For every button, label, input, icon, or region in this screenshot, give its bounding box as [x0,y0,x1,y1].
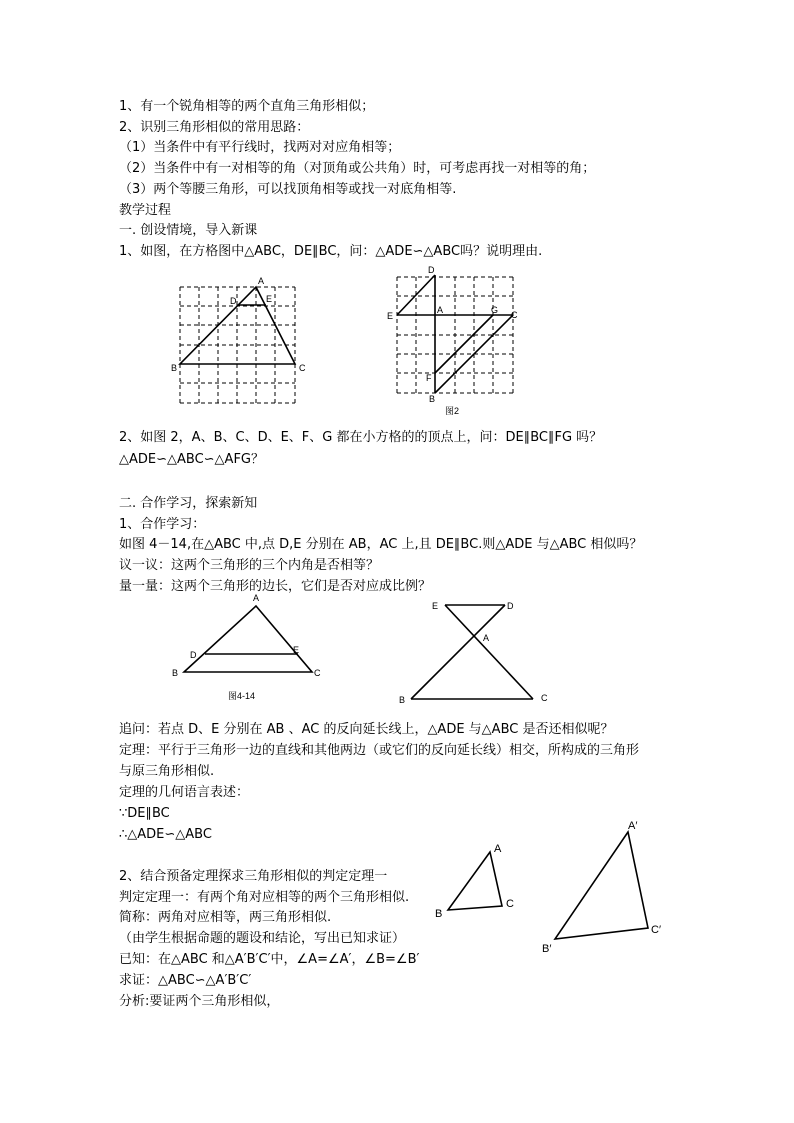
figure-2-grid [385,265,525,420]
fig1-label-D: D [230,296,237,306]
intro-line-1: 1、有一个锐角相等的两个直角三角形相似； [119,99,375,114]
fig2-label-G: G [491,305,499,315]
fig2-label-B: B [429,394,436,404]
judge-theorem: 判定定理一：有两个角对应相等的两个三角形相似. [119,890,410,905]
question-2b: △ADE∽△ABC∽△AFG？ [119,452,264,467]
judge-given: 已知：在△ABC 和△A′B′C′中，∠A=∠A′，∠B=∠B′ [119,952,420,967]
fig2-label-F: F [426,373,432,383]
large-label-B: B′ [542,943,552,955]
fig414-label-A: A [253,593,260,603]
hourglass-label-C: C [541,693,548,703]
fig414-caption: 图4-14 [228,691,256,701]
theorem-geo-title: 定理的几何语言表述： [119,785,250,800]
hourglass-label-A: A [483,633,490,643]
theorem-text-1: 定理：平行于三角形一边的直线和其他两边（或它们的反向延长线）相交，所构成的三角形 [119,743,640,758]
fig2-label-D: D [428,265,435,275]
judge-analysis: 分析:要证两个三角形相似， [119,994,280,1009]
fig414-label-E: E [293,645,300,655]
question-1: 1、如图，在方格图中△ABC，DE∥BC，问：△ADE∽△ABC吗？说明理由. [119,244,543,259]
fig2-label-A: A [437,305,444,315]
fig2-label-C: C [511,310,518,320]
judge-prove: 求证：△ABC∽△A′B′C′ [119,973,252,988]
figure-1-grid [170,275,305,410]
figure-large-triangle [540,815,680,965]
intro-line-3: （1）当条件中有平行线时，找两对对应角相等； [119,140,401,155]
fig414-label-B: B [172,668,179,678]
theorem-because: ∵DE∥BC [119,806,170,821]
large-label-A: A′ [628,820,638,832]
small-label-B: B [435,908,443,920]
large-label-C: C′ [651,924,662,936]
small-label-A: A [494,843,502,855]
fig2-label-E: E [387,311,394,321]
judge-note: （由学生根据命题的题设和结论，写出已知求证） [119,931,406,946]
hourglass-label-D: D [507,601,514,611]
hourglass-label-B: B [399,695,406,705]
process-title: 教学过程 [119,203,172,218]
judge-heading: 2、结合预备定理探求三角形相似的判定定理一 [119,869,388,884]
section-2-heading-1: 1、合作学习： [119,517,206,532]
figure-4-14 [170,590,330,705]
small-label-C: C [506,898,514,910]
followup-question: 追问：若点 D、E 分别在 AB 、AC 的反向延长线上，△ADE 与△ABC 是否还相似呢？ [119,722,614,737]
intro-line-4: （2）当条件中有一对相等的角（对顶角或公共角）时，可考虑再找一对相等的角； [119,161,596,176]
section-2-p1: 如图 4－14,在△ABC 中,点 D,E 分别在 AB，AC 上,且 DE∥BC.则△ADE 与△ABC 相似吗？ [119,537,643,552]
hourglass-label-E: E [432,601,439,611]
fig1-label-E: E [266,294,273,304]
intro-line-5: （3）两个等腰三角形，可以找顶角相等或找一对底角相等. [119,182,457,197]
intro-line-2: 2、识别三角形相似的常用思路： [119,120,310,135]
judge-short: 简称：两角对应相等，两三角形相似. [119,910,332,925]
section-2-p2: 议一议：这两个三角形的三个内角是否相等？ [119,558,380,573]
fig1-label-B: B [171,363,178,373]
figure-small-triangle [432,840,522,920]
section-1-title: 一. 创设情境，导入新课 [119,223,258,238]
fig1-label-A: A [258,276,265,286]
fig414-label-C: C [314,668,321,678]
fig1-label-C: C [299,363,306,373]
theorem-therefore: ∴△ADE∽△ABC [119,827,212,842]
fig2-caption: 图2 [445,406,460,416]
figure-hourglass [395,595,555,710]
section-2-p3: 量一量：这两个三角形的边长，它们是否对应成比例？ [119,579,432,594]
question-2a: 2、如图 2，A、B、C、D、E、F、G 都在小方格的的顶点上，问：DE∥BC∥FG 吗？ [119,430,603,445]
section-2-title: 二. 合作学习，探索新知 [119,496,258,511]
fig414-label-D: D [190,650,197,660]
theorem-text-2: 与原三角形相似. [119,764,215,779]
